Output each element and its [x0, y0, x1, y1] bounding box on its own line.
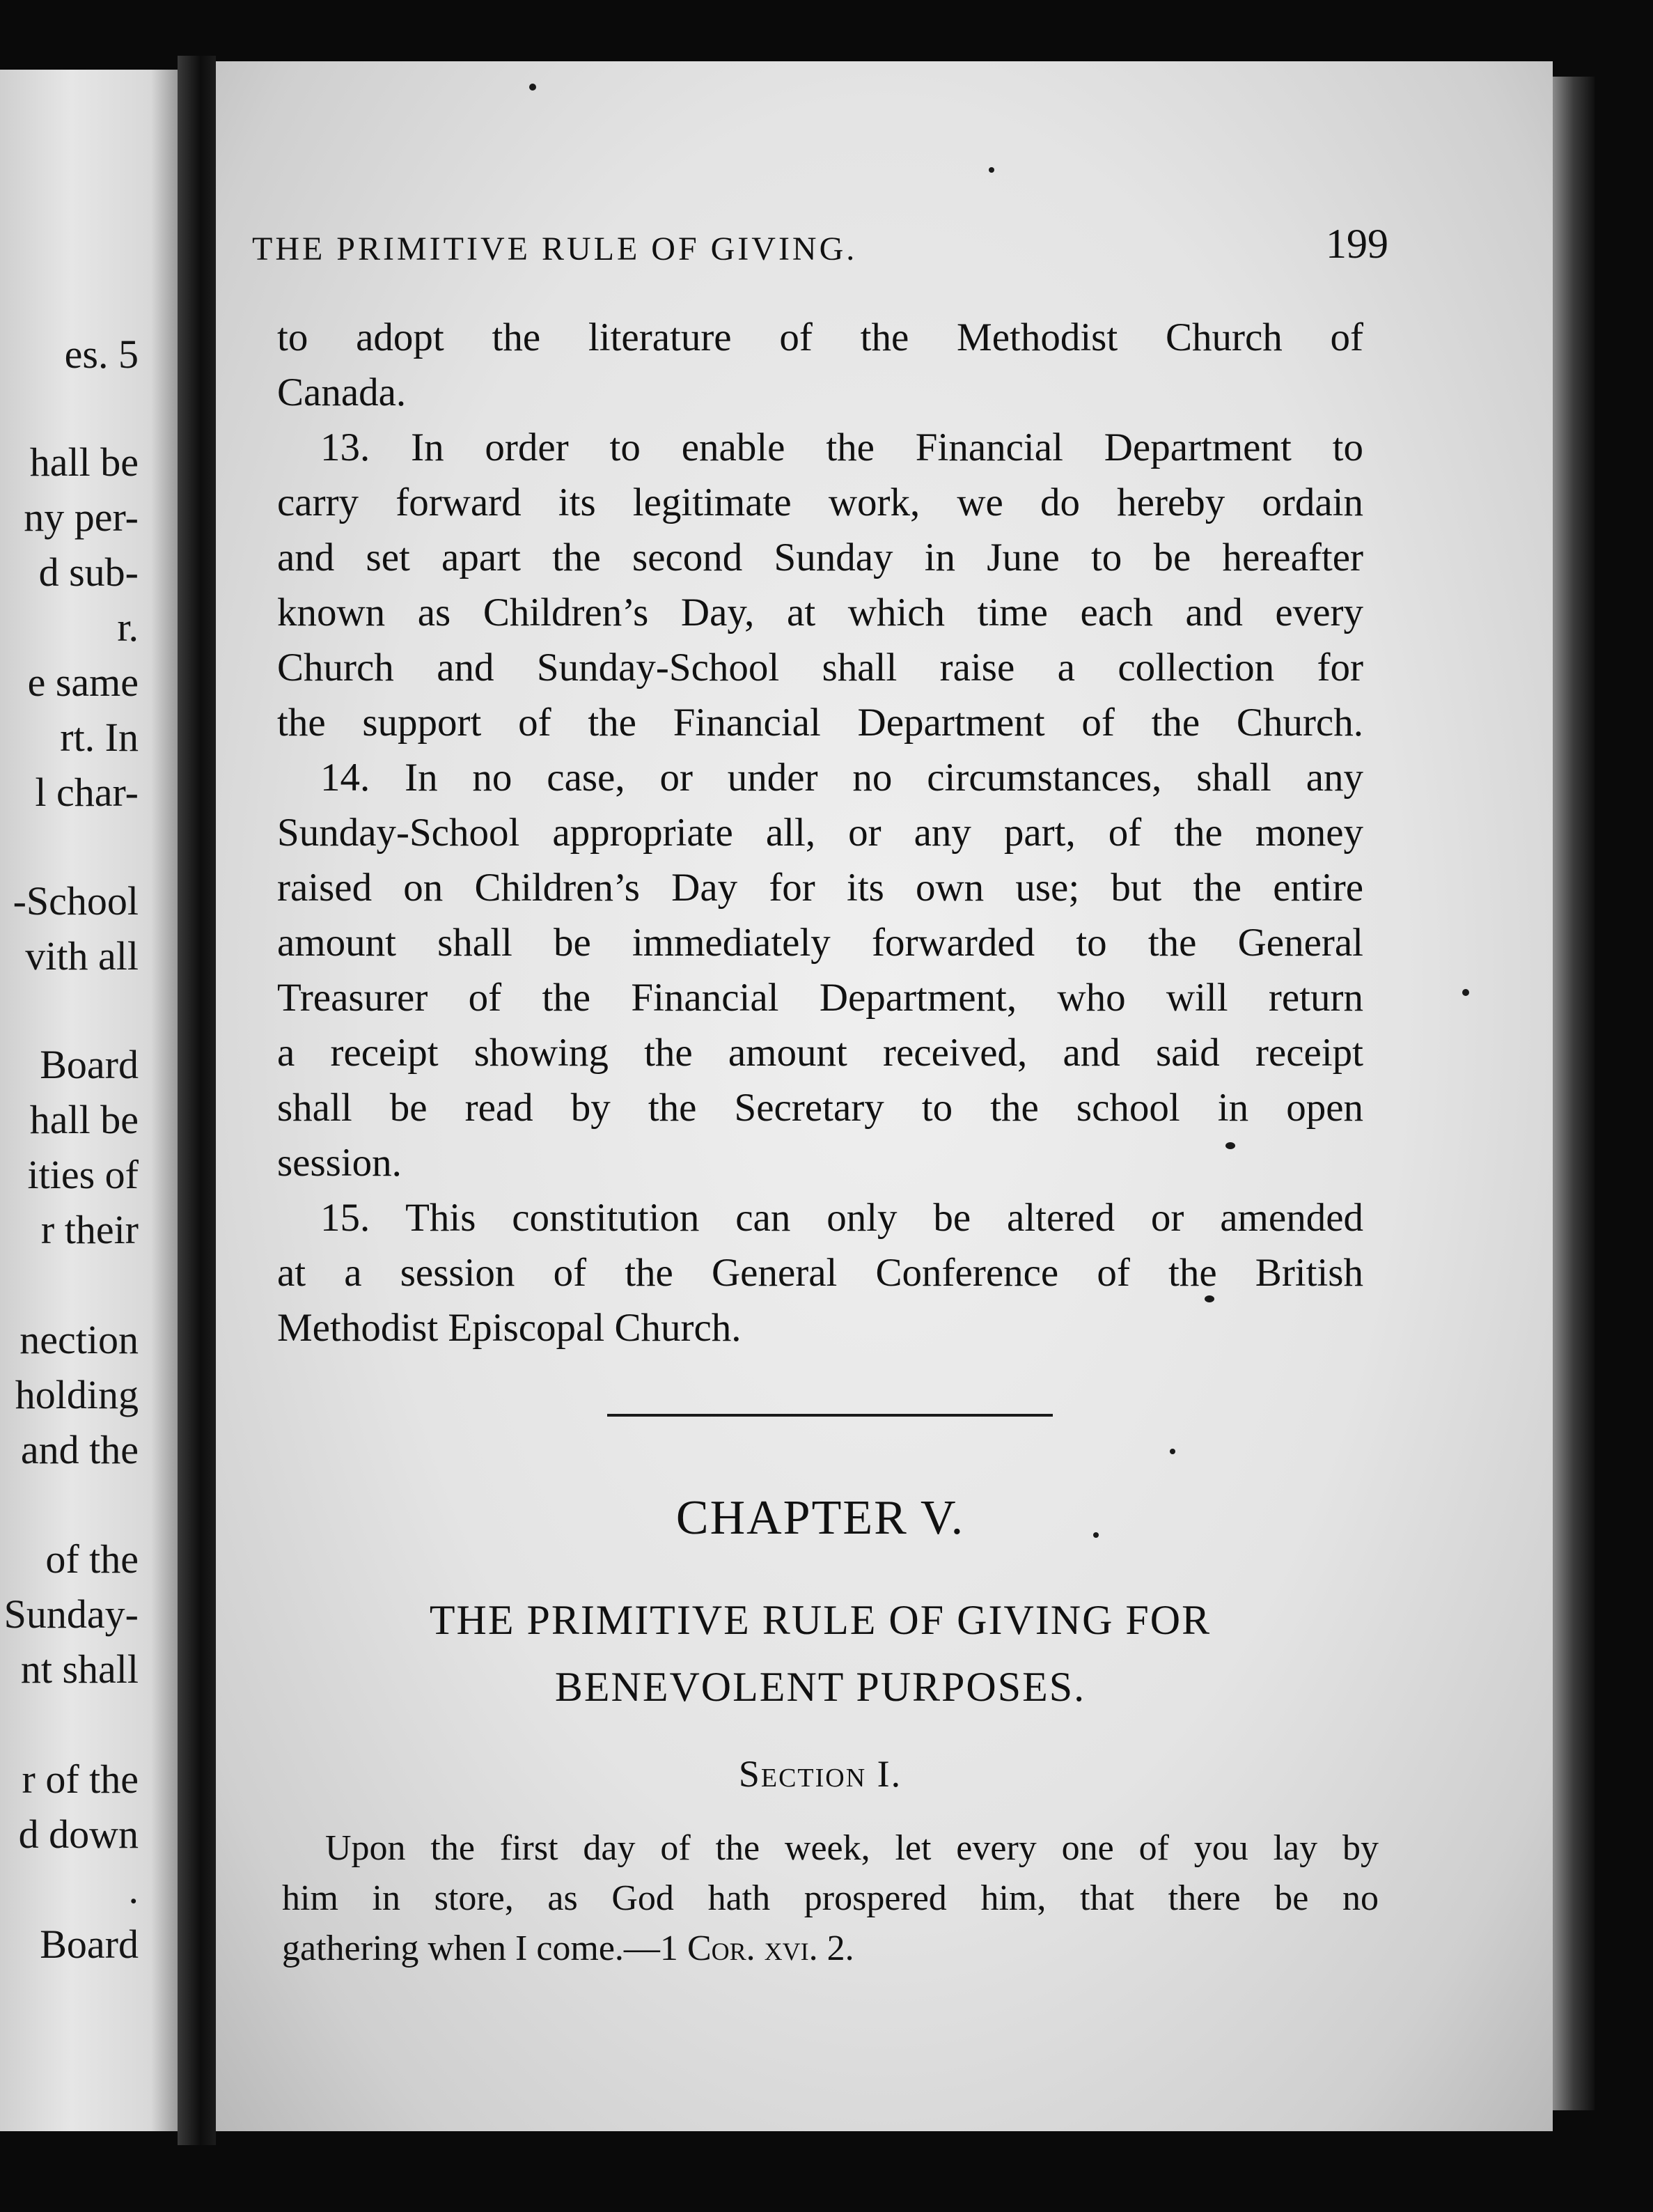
- text-line: to adopt the literature of the Methodist Church of: [277, 316, 1363, 359]
- left-fragment: d sub-: [38, 550, 139, 595]
- scripture-citation: Cor. xvi. 2.: [687, 1929, 854, 1968]
- chapter-title: CHAPTER V.: [675, 1491, 965, 1545]
- section-heading: Section I.: [738, 1753, 902, 1795]
- left-fragment: vith all: [25, 933, 139, 979]
- text-line: known as Children’s Day, at which time each and every: [277, 591, 1363, 634]
- section-divider-rule: [607, 1414, 1053, 1417]
- text-line: Sunday-School appropriate all, or any part, of the money: [277, 811, 1363, 855]
- scan-speck: [989, 167, 994, 173]
- text-line: amount shall be immediately forwarded to the General: [277, 921, 1363, 965]
- left-fragment: -School: [13, 878, 139, 924]
- page-edge-shadow: [1553, 77, 1595, 2110]
- scan-speck: [529, 84, 536, 91]
- epigraph-text: gathering when I come.—1: [282, 1929, 687, 1968]
- facing-page-fragment: [0, 70, 178, 2131]
- scan-speck: [1205, 1295, 1214, 1302]
- paragraph-13-start: 13. In order to enable the Financial Department to: [320, 426, 1363, 469]
- text-line: Church and Sunday-School shall raise a collection for: [277, 646, 1363, 690]
- page-number: 199: [1326, 221, 1388, 267]
- left-fragment: and the: [20, 1427, 139, 1472]
- body-text: [277, 310, 1363, 1355]
- left-fragment: r of the: [22, 1757, 139, 1802]
- left-fragment: Sunday-: [3, 1591, 139, 1637]
- text-line: carry forward its legitimate work, we do hereby ordain: [277, 481, 1363, 524]
- epigraph-line: him in store, as God hath prospered him, that there be no: [282, 1878, 1379, 1918]
- scan-speck: [1170, 1449, 1175, 1454]
- text-line: raised on Children’s Day for its own use; but the entire: [277, 866, 1363, 910]
- epigraph: [282, 1823, 1379, 1974]
- text-line: Treasurer of the Financial Department, who will return: [277, 976, 1363, 1020]
- text-line: shall be read by the Secretary to the school in open: [277, 1086, 1363, 1130]
- chapter-subtitle-line: THE PRIMITIVE RULE OF GIVING FOR: [429, 1597, 1212, 1643]
- paragraph-15-start: 15. This constitution can only be altered or amended: [320, 1196, 1363, 1240]
- scan-speck: [1093, 1532, 1099, 1538]
- left-fragment: hall be: [29, 439, 139, 485]
- text-line: session.: [277, 1141, 402, 1185]
- left-fragment: es. 5: [64, 332, 139, 377]
- left-fragment: Board: [40, 1922, 139, 1967]
- chapter-subtitle: [277, 1587, 1363, 1720]
- left-fragment: nt shall: [20, 1646, 139, 1692]
- left-fragment: e same: [27, 660, 139, 705]
- text-line: the support of the Financial Department of the Church.: [277, 701, 1363, 745]
- left-fragment: hall be: [29, 1097, 139, 1142]
- text-line: Canada.: [277, 371, 407, 414]
- text-line: Methodist Episcopal Church.: [277, 1306, 742, 1350]
- epigraph-line: Upon the first day of the week, let every one of you lay by: [325, 1828, 1379, 1868]
- scan-speck: [1462, 989, 1469, 996]
- text-line: a receipt showing the amount received, and said receipt: [277, 1031, 1363, 1075]
- left-fragment: .: [128, 1867, 139, 1912]
- running-head: THE PRIMITIVE RULE OF GIVING.: [252, 231, 858, 267]
- left-fragment: ities of: [27, 1152, 139, 1197]
- paragraph-14-start: 14. In no case, or under no circumstances, shall any: [320, 756, 1363, 800]
- chapter-subtitle-line: BENEVOLENT PURPOSES.: [554, 1664, 1086, 1710]
- text-line: at a session of the General Conference of the British: [277, 1251, 1363, 1295]
- left-fragment: of the: [45, 1536, 139, 1582]
- epigraph-line: [282, 1924, 1379, 1974]
- left-fragment: nection: [19, 1317, 139, 1362]
- left-fragment: d down: [18, 1812, 139, 1857]
- text-line: and set apart the second Sunday in June to be hereafter: [277, 536, 1363, 579]
- left-fragment: Board: [40, 1042, 139, 1087]
- left-fragment: l char-: [35, 770, 139, 815]
- left-fragment: ny per-: [24, 494, 139, 540]
- book-gutter: [178, 56, 216, 2145]
- left-fragment: rt. In: [60, 715, 139, 760]
- left-fragment: r.: [117, 605, 139, 650]
- left-fragment: holding: [15, 1372, 139, 1417]
- left-fragment: r their: [40, 1207, 139, 1252]
- scan-speck: [1225, 1142, 1235, 1149]
